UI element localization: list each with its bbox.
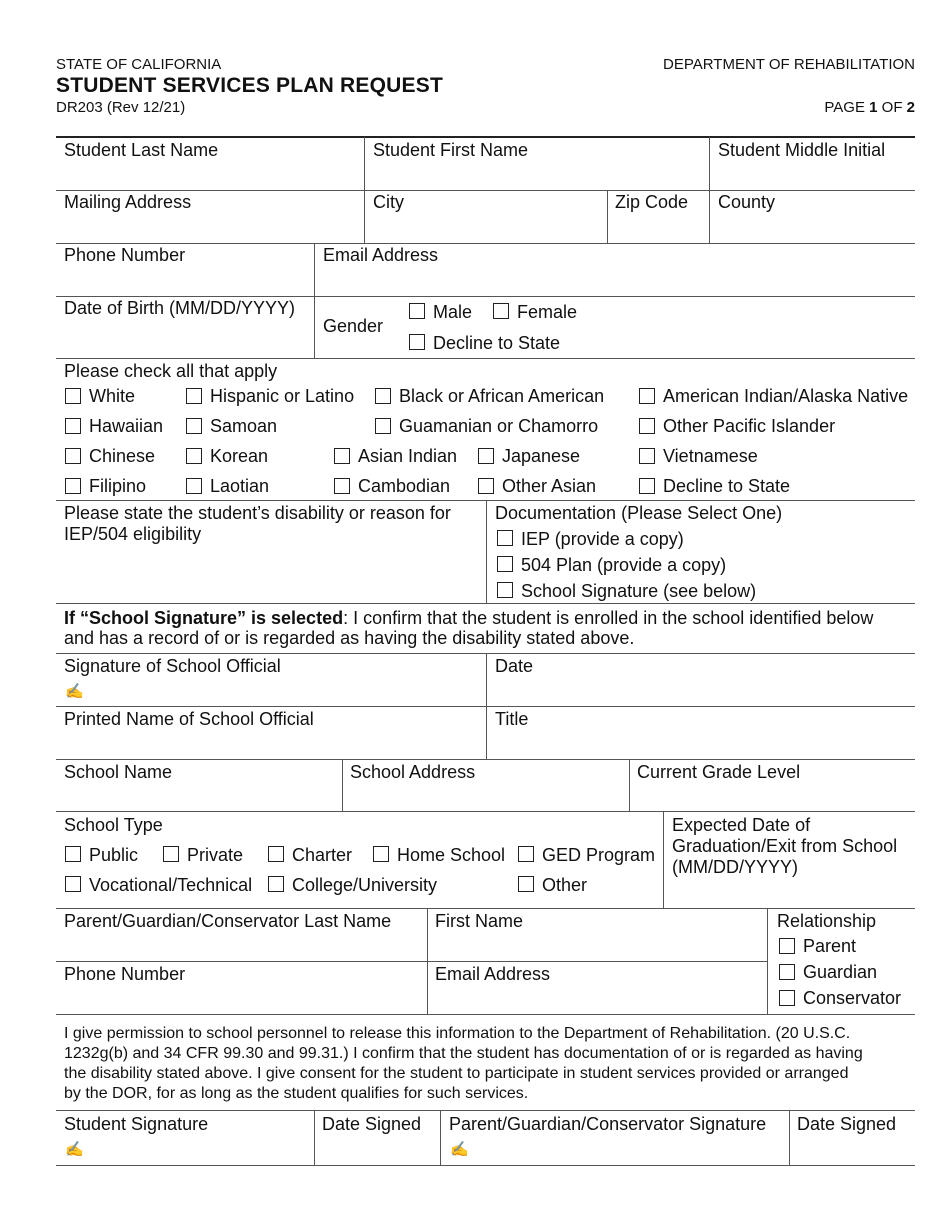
school-signature-statement-line2: and has a record of or is regarded as having the disability stated above. [64,628,635,648]
mailing-address-field[interactable]: Mailing Address [64,192,192,212]
school-type-vocational-checkbox[interactable] [65,876,81,892]
ethnicity-option-label: Black or African American [399,386,605,406]
school-name-field[interactable]: School Name [64,762,173,782]
school-signature-date-field[interactable]: Date [495,656,534,676]
ethnicity-samoan-checkbox[interactable] [186,418,202,434]
ethnicity-option-label: American Indian/Alaska Native [663,386,909,406]
relationship-label: Relationship [777,911,877,931]
state-label: STATE OF CALIFORNIA [56,56,222,73]
ethnicity-vietnamese-checkbox[interactable] [639,448,655,464]
ethnicity-option-label: Korean [210,446,269,466]
school-type-option-label: Public [89,845,139,865]
relationship-parent-label: Parent [803,936,857,956]
relationship-guardian-checkbox[interactable] [779,964,795,980]
expected-exit-date-line3: (MM/DD/YYYY) [672,857,798,877]
gender-female-label: Female [517,302,578,322]
gender-decline-checkbox[interactable] [409,334,425,350]
ethnicity-option-label: White [89,386,136,406]
gender-male-label: Male [433,302,473,322]
ethnicity-american-indian-checkbox[interactable] [639,388,655,404]
relationship-parent-checkbox[interactable] [779,938,795,954]
consent-line2: 1232g(b) and 34 CFR 99.30 and 99.31.) I confirm that the student has documentation of or is regarded as having [64,1045,863,1062]
guardian-signature-field[interactable]: Parent/Guardian/Conservator Signature [449,1114,767,1134]
gender-label: Gender [323,316,384,336]
ethnicity-option-label: Samoan [210,416,278,436]
doc-iep-label: IEP (provide a copy) [521,529,684,549]
expected-exit-date-line2: Graduation/Exit from School [672,836,898,856]
department-label: DEPARTMENT OF REHABILITATION [663,56,915,73]
school-type-charter-checkbox[interactable] [268,846,284,862]
documentation-title: Documentation (Please Select One) [495,503,783,523]
doc-iep-checkbox[interactable] [497,530,513,546]
consent-line3: the disability stated above. I give consent for the student to participate in student services provided or arranged [64,1065,849,1082]
ethnicity-other-asian-checkbox[interactable] [478,478,494,494]
gender-male-checkbox[interactable] [409,303,425,319]
date-of-birth-field[interactable]: Date of Birth (MM/DD/YYYY) [64,298,296,318]
school-type-option-label: GED Program [542,845,656,865]
school-official-printed-name-field[interactable]: Printed Name of School Official [64,709,314,729]
student-first-name-field[interactable]: Student First Name [373,140,529,160]
guardian-signature-pen-icon: ✍ [450,1141,469,1158]
doc-504-label: 504 Plan (provide a copy) [521,555,727,575]
top-rule [56,136,915,138]
ethnicity-option-label: Other Pacific Islander [663,416,836,436]
school-type-private-checkbox[interactable] [163,846,179,862]
student-signature-field[interactable]: Student Signature [64,1114,209,1134]
gender-female-checkbox[interactable] [493,303,509,319]
school-type-option-label: Charter [292,845,353,865]
relationship-guardian-label: Guardian [803,962,878,982]
ethnicity-filipino-checkbox[interactable] [65,478,81,494]
doc-school-signature-label: School Signature (see below) [521,581,757,601]
disability-prompt-line2: IEP/504 eligibility [64,524,202,544]
ethnicity-hawaiian-checkbox[interactable] [65,418,81,434]
ethnicity-white-checkbox[interactable] [65,388,81,404]
school-official-signature-field[interactable]: Signature of School Official [64,656,281,676]
guardian-last-name-field[interactable]: Parent/Guardian/Conservator Last Name [64,911,392,931]
student-signature-pen-icon: ✍ [65,1141,84,1158]
form-number: DR203 (Rev 12/21) [56,99,186,116]
ethnicity-cambodian-checkbox[interactable] [334,478,350,494]
ethnicity-option-label: Japanese [502,446,581,466]
ethnicity-korean-checkbox[interactable] [186,448,202,464]
ethnicity-option-label: Hawaiian [89,416,164,436]
current-grade-field[interactable]: Current Grade Level [637,762,801,782]
school-type-option-label: College/University [292,875,438,895]
ethnicity-option-label: Filipino [89,476,147,496]
guardian-date-signed-field[interactable]: Date Signed [797,1114,897,1134]
student-date-signed-field[interactable]: Date Signed [322,1114,422,1134]
school-type-option-label: Other [542,875,588,895]
signature-pen-icon: ✍ [65,683,84,700]
ethnicity-asian-indian-checkbox[interactable] [334,448,350,464]
school-type-ged-checkbox[interactable] [518,846,534,862]
ethnicity-laotian-checkbox[interactable] [186,478,202,494]
ethnicity-chinese-checkbox[interactable] [65,448,81,464]
consent-line1: I give permission to school personnel to release this information to the Department of Rehabilitation. (20 U.S.C. [64,1025,851,1042]
zip-code-field[interactable]: Zip Code [615,192,689,212]
ethnicity-option-label: Laotian [210,476,270,496]
student-middle-initial-field[interactable]: Student Middle Initial [718,140,886,160]
guardian-first-name-field[interactable]: First Name [435,911,524,931]
ethnicity-option-label: Decline to State [663,476,791,496]
expected-exit-date-field[interactable]: Expected Date of [672,815,811,835]
student-email-field[interactable]: Email Address [323,245,439,265]
ethnicity-option-label: Vietnamese [663,446,758,466]
consent-line4: by the DOR, for as long as the student qualifies for such services. [64,1085,529,1102]
school-type-home-school-checkbox[interactable] [373,846,389,862]
school-type-option-label: Private [187,845,244,865]
doc-504-checkbox[interactable] [497,556,513,572]
ethnicity-pacific-islander-checkbox[interactable] [639,418,655,434]
school-type-other-checkbox[interactable] [518,876,534,892]
ethnicity-option-label: Asian Indian [358,446,458,466]
school-type-college-checkbox[interactable] [268,876,284,892]
relationship-conservator-checkbox[interactable] [779,990,795,1006]
city-field[interactable]: City [373,192,404,212]
school-type-option-label: Vocational/Technical [89,875,253,895]
relationship-conservator-label: Conservator [803,988,902,1008]
ethnicity-option-label: Hispanic or Latino [210,386,355,406]
county-field[interactable]: County [718,192,776,212]
ethnicity-option-label: Other Asian [502,476,597,496]
student-last-name-field[interactable]: Student Last Name [64,140,219,160]
ethnicity-option-label: Cambodian [358,476,451,496]
school-type-label: School Type [64,815,163,835]
page-indicator: PAGE 1 OF 2 [824,99,915,116]
ethnicity-black-checkbox[interactable] [375,388,391,404]
school-type-public-checkbox[interactable] [65,846,81,862]
ethnicity-prompt: Please check all that apply [64,361,278,381]
student-phone-field[interactable]: Phone Number [64,245,186,265]
guardian-phone-field[interactable]: Phone Number [64,964,186,984]
school-type-option-label: Home School [397,845,506,865]
school-official-title-field[interactable]: Title [495,709,529,729]
school-address-field[interactable]: School Address [350,762,476,782]
doc-school-signature-checkbox[interactable] [497,582,513,598]
ethnicity-japanese-checkbox[interactable] [478,448,494,464]
form-title: STUDENT SERVICES PLAN REQUEST [56,74,443,97]
ethnicity-guamanian-checkbox[interactable] [375,418,391,434]
ethnicity-hispanic-checkbox[interactable] [186,388,202,404]
ethnicity-option-label: Chinese [89,446,156,466]
school-signature-statement: If “School Signature” is selected: I confirm that the student is enrolled in the school identified below [64,608,874,628]
guardian-email-field[interactable]: Email Address [435,964,551,984]
disability-prompt[interactable]: Please state the student’s disability or reason for [64,503,451,523]
gender-decline-label: Decline to State [433,333,561,353]
ethnicity-decline-checkbox[interactable] [639,478,655,494]
ethnicity-option-label: Guamanian or Chamorro [399,416,599,436]
